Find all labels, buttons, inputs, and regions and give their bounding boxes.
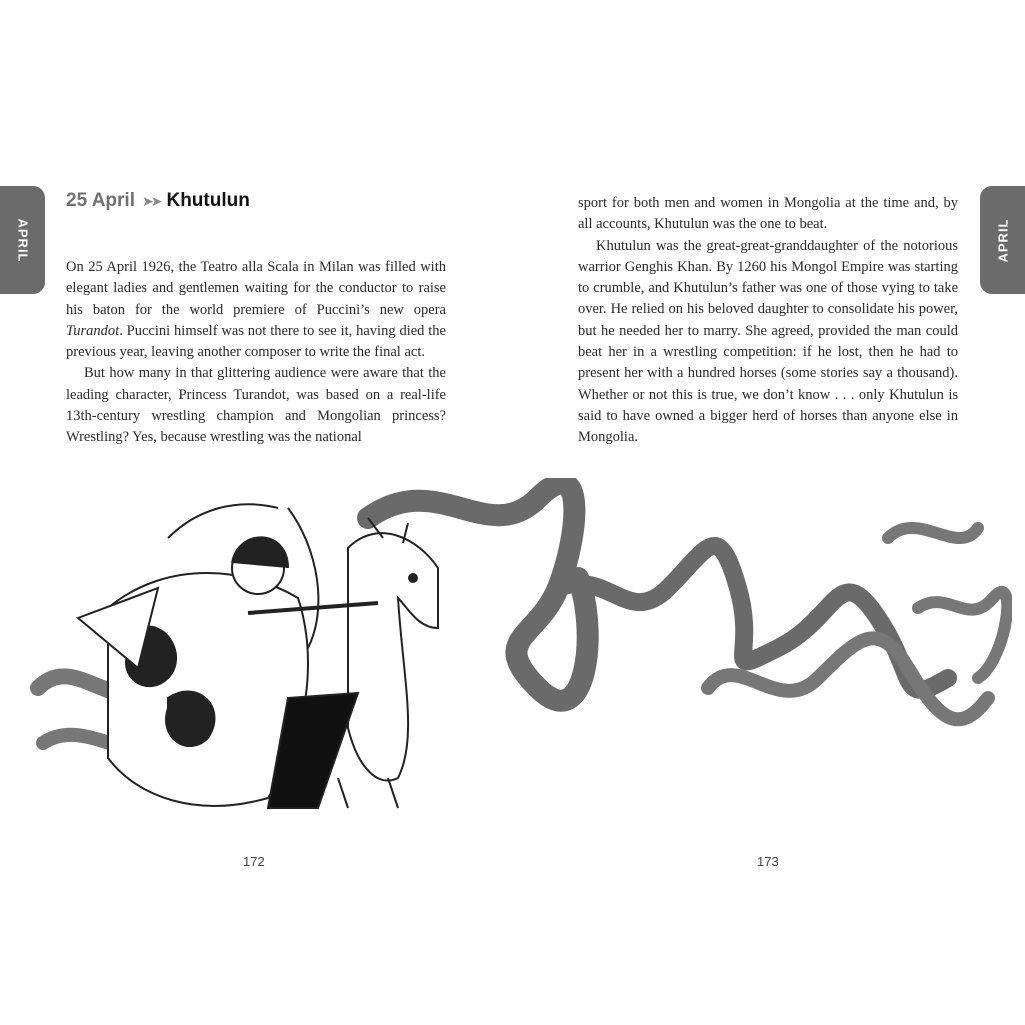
double-arrow-icon: ➤➤ bbox=[142, 192, 160, 209]
archer-figure bbox=[78, 504, 378, 808]
section-tab-right bbox=[980, 186, 1025, 294]
paragraph: sport for both men and women in Mongolia at the time and, by all accounts, Khutulun was the one to beat. bbox=[578, 195, 958, 233]
paragraph: But how many in that glittering audience were aware that the leading character, Princess Turandot, was based on a real-life 13th-century wrestling champion and Mongolian princess? Wrestling? Yes, because wrestling was the national bbox=[66, 365, 446, 446]
khutulun-illustration bbox=[18, 478, 1012, 848]
entry-heading bbox=[66, 188, 250, 214]
paragraph: On 25 April 1926, the Teatro alla Scala in Milan was filled with elegant ladies and gentlemen waiting for the conductor to raise his baton for the world premiere of Puccini’s new opera Turandot. Puccini himself was not there to see it, having died the previous year, leaving another composer to write the final act. bbox=[66, 259, 446, 361]
section-tab-label: APRIL bbox=[15, 218, 30, 262]
page-number-left: 172 bbox=[243, 854, 265, 869]
paragraph: Khutulun was the great-great-granddaughter of the notorious warrior Genghis Khan. By 1260 his Mongol Empire was starting to crumble, and Khutulun’s father was one of those vying to take over. He relied on his beloved daughter to consolidate his power, but he needed her to marry. She agreed, provided the man could beat her in a wrestling competition: if he lost, then he had to present her with a hundred horses (some stories say a thousand). Whether or not this is true, we don’t know . . . only Khutulun is said to have owned a bigger herd of horses than anyone else in Mongolia. bbox=[578, 237, 958, 446]
entry-title: Khutulun bbox=[166, 190, 250, 211]
section-tab-label: APRIL bbox=[995, 218, 1010, 262]
horse bbox=[338, 518, 438, 808]
left-page-text bbox=[66, 257, 446, 449]
right-page-text bbox=[578, 193, 958, 449]
opera-title: Turandot bbox=[66, 322, 120, 339]
page-number-right: 173 bbox=[757, 854, 779, 869]
section-tab-left bbox=[0, 186, 45, 294]
entry-date: 25 April bbox=[66, 190, 135, 211]
